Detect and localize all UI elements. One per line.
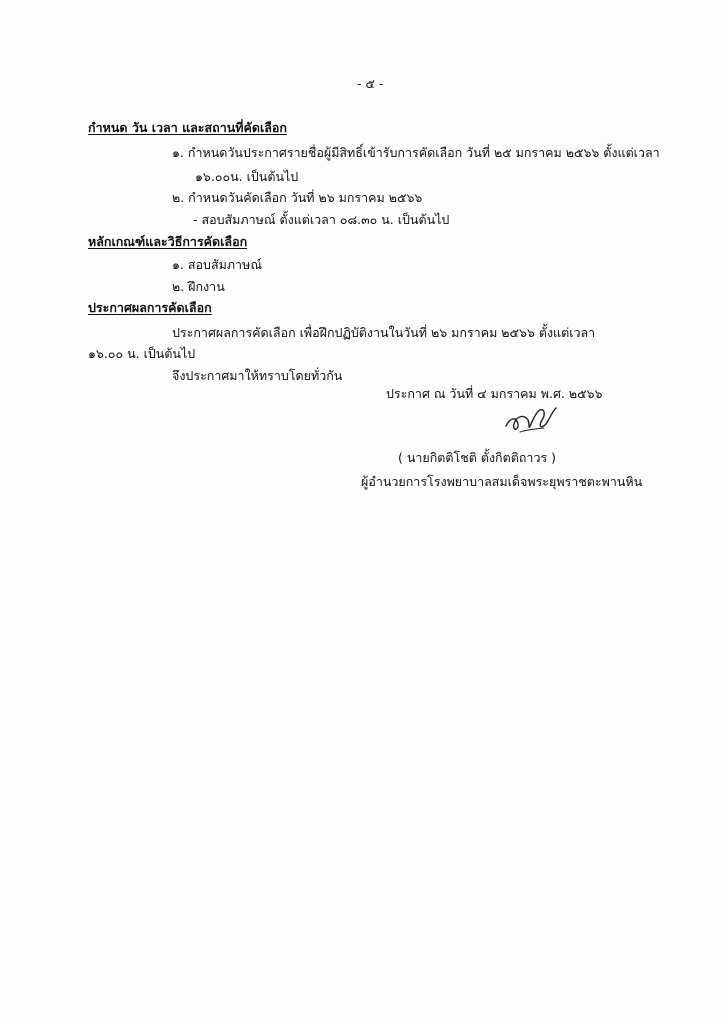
announcement-line-2: ๑๖.๐๐ น. เป็นต้นไป <box>88 346 196 361</box>
signature <box>500 402 560 438</box>
date-line: ประกาศ ณ วันที่ ๔ มกราคม พ.ศ. ๒๕๖๖ <box>386 386 603 401</box>
criteria-heading: หลักเกณฑ์และวิธีการคัดเลือก <box>88 234 248 249</box>
announcement-line-1: ประกาศผลการคัดเลือก เพื่อฝึกปฏิบัติงานในวันที่ ๒๖ มกราคม ๒๕๖๖ ตั้งแต่เวลา <box>172 325 596 340</box>
criteria-item-2: ๒. ฝึกงาน <box>172 279 225 294</box>
schedule-item-1-line-1: ๑. กำหนดวันประกาศรายชื่อผู้มีสิทธิ์เข้ารับการคัดเลือก วันที่ ๒๕ มกราคม ๒๕๖๖ ตั้งแต่เวลา <box>172 145 660 160</box>
schedule-heading: กำหนด วัน เวลา และสถานที่คัดเลือก <box>88 120 287 135</box>
closing-statement: จึงประกาศมาให้ทราบโดยทั่วกัน <box>172 368 343 383</box>
signer-position: ผู้อำนวยการโรงพยาบาลสมเด็จพระยุพราชตะพานหิน <box>361 474 643 489</box>
signer-name: ( นายกิตติโชติ ตั้งกิตติถาวร ) <box>398 450 557 465</box>
schedule-item-2: ๒. กำหนดวันคัดเลือก วันที่ ๒๖ มกราคม ๒๕๖๖ <box>172 190 423 205</box>
schedule-item-1-line-2: ๑๖.๐๐น. เป็นต้นไป <box>195 169 299 184</box>
page-number: - ๕ - <box>357 76 384 91</box>
criteria-item-1: ๑. สอบสัมภาษณ์ <box>172 257 262 272</box>
announcement-heading: ประกาศผลการคัดเลือก <box>88 300 212 315</box>
schedule-item-2-sub: - สอบสัมภาษณ์ ตั้งแต่เวลา ๐๘.๓๐ น. เป็นต้นไป <box>193 212 450 227</box>
